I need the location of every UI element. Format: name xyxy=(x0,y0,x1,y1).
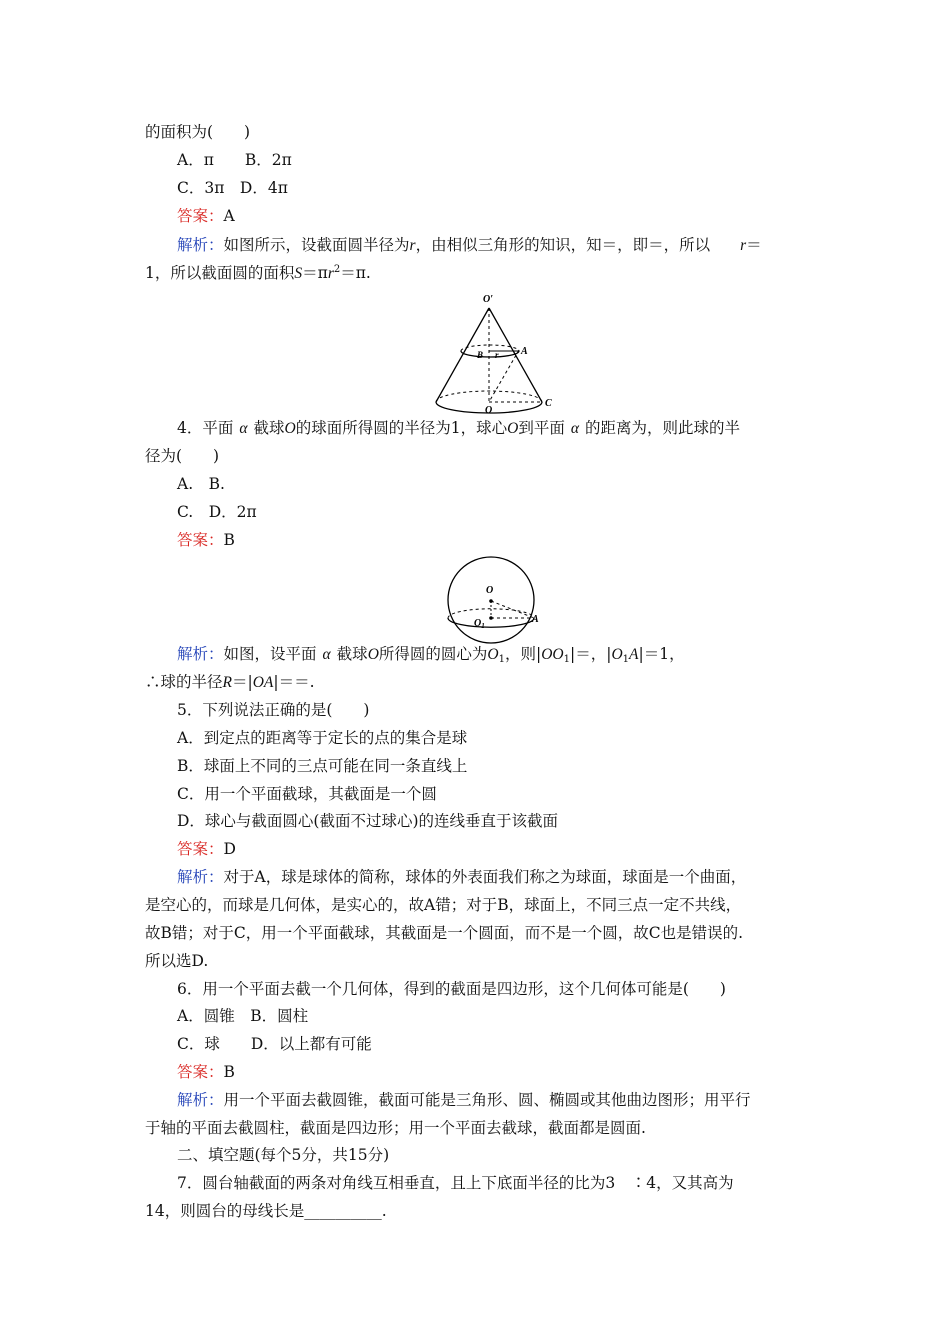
subscript: 1 xyxy=(563,654,570,665)
analysis-text: ＝| xyxy=(231,673,253,691)
sphere-label-a: A xyxy=(532,614,539,625)
q3-stem-end: 的面积为( ) xyxy=(145,123,251,141)
answer-label: 答案： xyxy=(177,207,224,225)
variable: O xyxy=(507,420,519,437)
q6-options-ab: A．圆锥 B．圆柱 xyxy=(177,1007,309,1025)
q5-option-a: A．到定点的距离等于定长的点的集合是球 xyxy=(177,729,468,747)
cone-label-c: C xyxy=(545,398,552,409)
sphere-label-o: O xyxy=(486,585,494,596)
q5-analysis-line2: 是空心的，而球是几何体，是实心的，故A错；对于B，球面上，不同三点一定不共线， xyxy=(145,896,742,914)
cone-label-a: A xyxy=(521,346,528,357)
q4-text: 4．平面 xyxy=(177,419,234,437)
analysis-text: 所得圆的圆心为 xyxy=(378,645,488,663)
analysis-text: ＝π xyxy=(302,264,328,282)
analysis-text: 截球 xyxy=(336,645,368,663)
q4-options-cd: C. D．2π xyxy=(177,503,257,521)
analysis-text: ，则| xyxy=(504,645,542,663)
q4-text: 的球面所得圆的半径为1，球心 xyxy=(295,419,508,437)
q5-analysis-line3: 故B错；对于C，用一个平面截球，其截面是一个圆面，而不是一个圆，故C也是错误的. xyxy=(145,924,744,942)
cone-label-o-prime: O′ xyxy=(483,294,494,305)
analysis-text: |＝＝. xyxy=(273,673,315,691)
variable: r xyxy=(740,237,747,254)
q5-option-b: B．球面上不同的三点可能在同一条直线上 xyxy=(177,757,468,775)
q4-text: 的距离为，则此球的半 xyxy=(584,419,740,437)
variable: O xyxy=(487,646,499,663)
q6-stem: 6．用一个平面去截一个几何体，得到的截面是四边形，这个几何体可能是( ) xyxy=(177,980,726,998)
q4-text: 截球 xyxy=(253,419,285,437)
analysis-label: 解析： xyxy=(177,236,224,254)
q5-option-c: C．用一个平面截球，其截面是一个圆 xyxy=(177,785,437,803)
q5-stem: 5．下列说法正确的是( ) xyxy=(177,701,370,719)
q4-answer xyxy=(177,529,235,551)
variable: r xyxy=(409,237,416,254)
analysis-text: |＝1， xyxy=(638,645,685,663)
q5-answer xyxy=(177,838,236,860)
variable: OA xyxy=(252,674,274,691)
q5-analysis-line4: 所以选D. xyxy=(145,952,209,970)
analysis-text: 如图，设平面 xyxy=(223,645,317,663)
analysis-text: |＝，| xyxy=(569,645,612,663)
sphere-label-o1: $O_1$ xyxy=(474,618,485,630)
q4-text: 到平面 xyxy=(518,419,565,437)
variable: α xyxy=(570,420,579,437)
analysis-text: ＝π. xyxy=(340,264,371,282)
answer-label: 答案： xyxy=(177,1063,224,1081)
analysis-text: ，由相似三角形的知识，知＝，即＝，所以 xyxy=(415,236,711,254)
analysis-label: 解析： xyxy=(177,645,224,663)
q7-stem-line2: 14，则圆台的母线长是__________. xyxy=(145,1202,387,1220)
cone-label-b: B xyxy=(477,350,484,360)
analysis-label: 解析： xyxy=(177,1091,224,1109)
cone-label-r: r xyxy=(495,350,499,360)
analysis-label: 解析： xyxy=(177,868,224,886)
analysis-text: ＝ xyxy=(746,236,762,254)
q3-options-cd: C．3π D．4π xyxy=(177,179,288,197)
superscript: 2 xyxy=(333,264,341,275)
analysis-text: 1，所以截面圆的面积 xyxy=(145,264,295,282)
analysis-text: 用一个平面去截圆锥，截面可能是三角形、圆、椭圆或其他曲边图形；用平行 xyxy=(223,1091,751,1109)
subscript: 1 xyxy=(498,654,505,665)
variable: O xyxy=(611,646,623,663)
q3-analysis-line2 xyxy=(145,262,371,285)
q4-stem-line1 xyxy=(177,417,740,440)
answer-value: A xyxy=(223,207,235,225)
variable: A xyxy=(629,646,639,663)
q3-options-ab: A．π B．2π xyxy=(177,151,292,169)
analysis-text: 如图所示，设截面圆半径为 xyxy=(223,236,410,254)
variable: O xyxy=(367,646,379,663)
variable: S xyxy=(294,265,303,282)
answer-label: 答案： xyxy=(177,531,224,549)
sphere-figure xyxy=(440,556,550,644)
variable: R xyxy=(222,674,232,691)
q6-analysis-line2: 于轴的平面去截圆柱，截面是四边形；用一个平面去截球，截面都是圆面. xyxy=(145,1119,646,1137)
q6-answer xyxy=(177,1061,235,1083)
section-heading: 二、填空题(每个5分，共15分) xyxy=(177,1146,390,1164)
q3-analysis-line1 xyxy=(177,234,762,257)
q7-stem-line1: 7．圆台轴截面的两条对角线互相垂直，且上下底面半径的比为3 ∶4，又其高为 xyxy=(177,1174,734,1192)
q6-analysis-line1 xyxy=(177,1089,751,1111)
subscript: 1 xyxy=(622,654,630,665)
analysis-text: 对于A，球是球体的简称，球体的外表面我们称之为球面，球面是一个曲面， xyxy=(223,868,747,886)
q5-analysis-line1 xyxy=(177,866,746,888)
variable: α xyxy=(322,646,331,663)
q6-options-cd: C．球 D．以上都有可能 xyxy=(177,1035,372,1053)
cone-figure xyxy=(425,290,565,418)
variable: OO xyxy=(541,646,564,663)
q3-answer xyxy=(177,205,235,227)
analysis-text: ∴球的半径 xyxy=(145,673,223,691)
variable: α xyxy=(239,420,248,437)
answer-value: B xyxy=(223,1063,235,1081)
answer-value: B xyxy=(223,531,235,549)
answer-label: 答案： xyxy=(177,840,224,858)
q4-stem-line2: 径为( ) xyxy=(145,447,220,465)
cone-label-o: O xyxy=(485,405,493,416)
answer-value: D xyxy=(223,840,236,858)
variable: O xyxy=(284,420,296,437)
q4-analysis-line1 xyxy=(177,643,685,666)
q4-analysis-line2 xyxy=(145,671,315,694)
q5-option-d: D．球心与截面圆心(截面不过球心)的连线垂直于该截面 xyxy=(177,812,559,830)
variable: r xyxy=(327,265,334,282)
q4-options-ab: A. B. xyxy=(177,475,225,493)
